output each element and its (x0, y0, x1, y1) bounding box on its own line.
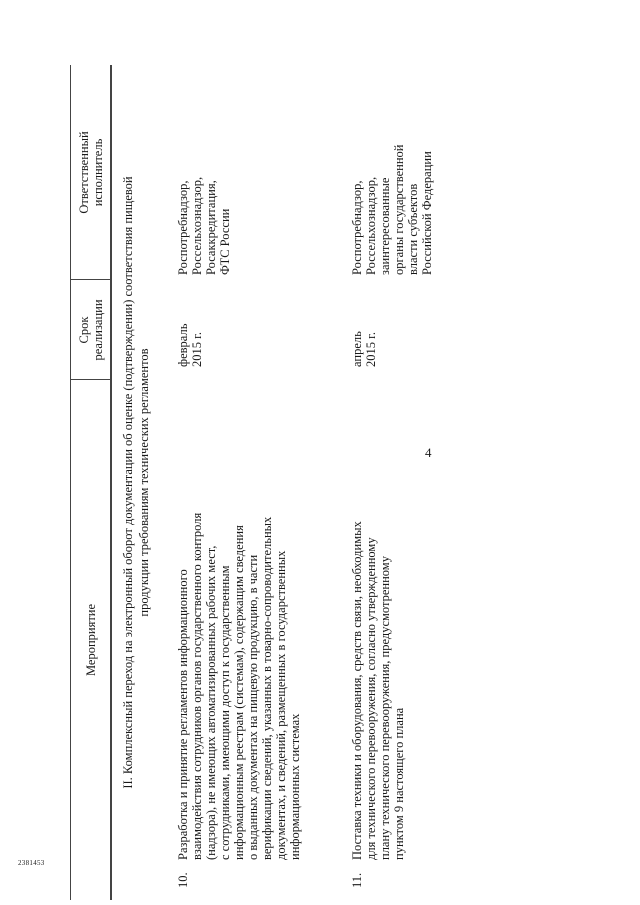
section-heading (120, 65, 152, 900)
row-activity-line: информационных системах (288, 713, 302, 860)
header-activity-label: Мероприятие (84, 603, 98, 677)
row-responsible-line: Россельхознадзор, (364, 176, 378, 275)
row-activity-line: (надзора), не имеющих автоматизированных рабочих мест, (204, 545, 218, 860)
row-responsible-line: Роспотребнадзор, (176, 180, 190, 275)
row-activity-line: документах, и сведений, размещенных в государственных (274, 550, 288, 860)
row-term (176, 287, 204, 367)
row-activity-line: плану технического перевооружения, предусмотренному (378, 556, 392, 860)
row-activity-line: Разработка и принятие регламентов информационного (176, 569, 190, 860)
page-number: 4 (425, 445, 432, 460)
row-responsible-line: органы государственной (392, 144, 406, 275)
document-code: 2381453 (18, 859, 45, 867)
row-term-line: 2015 г. (364, 332, 378, 367)
row-activity (350, 460, 406, 860)
row-activity-line: верификации сведений, указанных в товарно-сопроводительных (260, 516, 274, 860)
row-activity-line: Поставка техники и оборудования, средств связи, необходимых (350, 521, 364, 860)
row-responsible-line: Роспотребнадзор, (350, 180, 364, 275)
row-activity-line: для технического перевооружения, согласно утвержденному (364, 537, 378, 860)
row-activity-line: с сотрудниками, имеющими доступ к государственным (218, 565, 232, 860)
section-heading-line: продукции требованиям технических регламентов (137, 348, 151, 617)
row-number: 11. (350, 872, 364, 888)
activity-table (70, 65, 570, 900)
header-responsible (72, 65, 110, 280)
row-responsible-line: заинтересованные (378, 177, 392, 275)
row-responsible (350, 70, 434, 275)
row-activity-line: пунктом 9 настоящего плана (392, 707, 406, 860)
row-responsible-line: власти субъектов (406, 183, 420, 275)
row-responsible-line: Росаккредитация, (204, 180, 218, 275)
row-term-line: апрель (350, 331, 364, 367)
table-top-border (70, 65, 71, 900)
row-activity-line: о выданных документах на пищевую продукцию, в части (246, 554, 260, 860)
row-term-line: февраль (176, 323, 190, 367)
header-responsible-line: исполнитель (91, 138, 105, 207)
row-activity-line: взаимодействия сотрудников органов государственного контроля (190, 512, 204, 860)
row-responsible-line: Россельхознадзор, (190, 176, 204, 275)
header-responsible-line: Ответственный (77, 131, 91, 214)
row-number: 10. (176, 872, 190, 888)
row-responsible-line: Российской Федерации (420, 151, 434, 275)
row-responsible (176, 70, 232, 275)
header-term-line: реализации (91, 299, 105, 361)
header-bottom-border (110, 65, 112, 900)
row-activity (176, 460, 302, 860)
header-term (72, 280, 110, 380)
row-activity-line: информационным реестрам (системам), содержащим сведения (232, 525, 246, 860)
header-term-line: Срок (77, 316, 91, 344)
section-heading-line: II. Комплексный переход на электронный оборот документации об оценке (подтверждении) соответствия пищевой (121, 176, 135, 789)
row-responsible-line: ФТС России (218, 208, 232, 275)
header-activity (72, 380, 110, 900)
row-term (350, 287, 378, 367)
row-term-line: 2015 г. (190, 332, 204, 367)
